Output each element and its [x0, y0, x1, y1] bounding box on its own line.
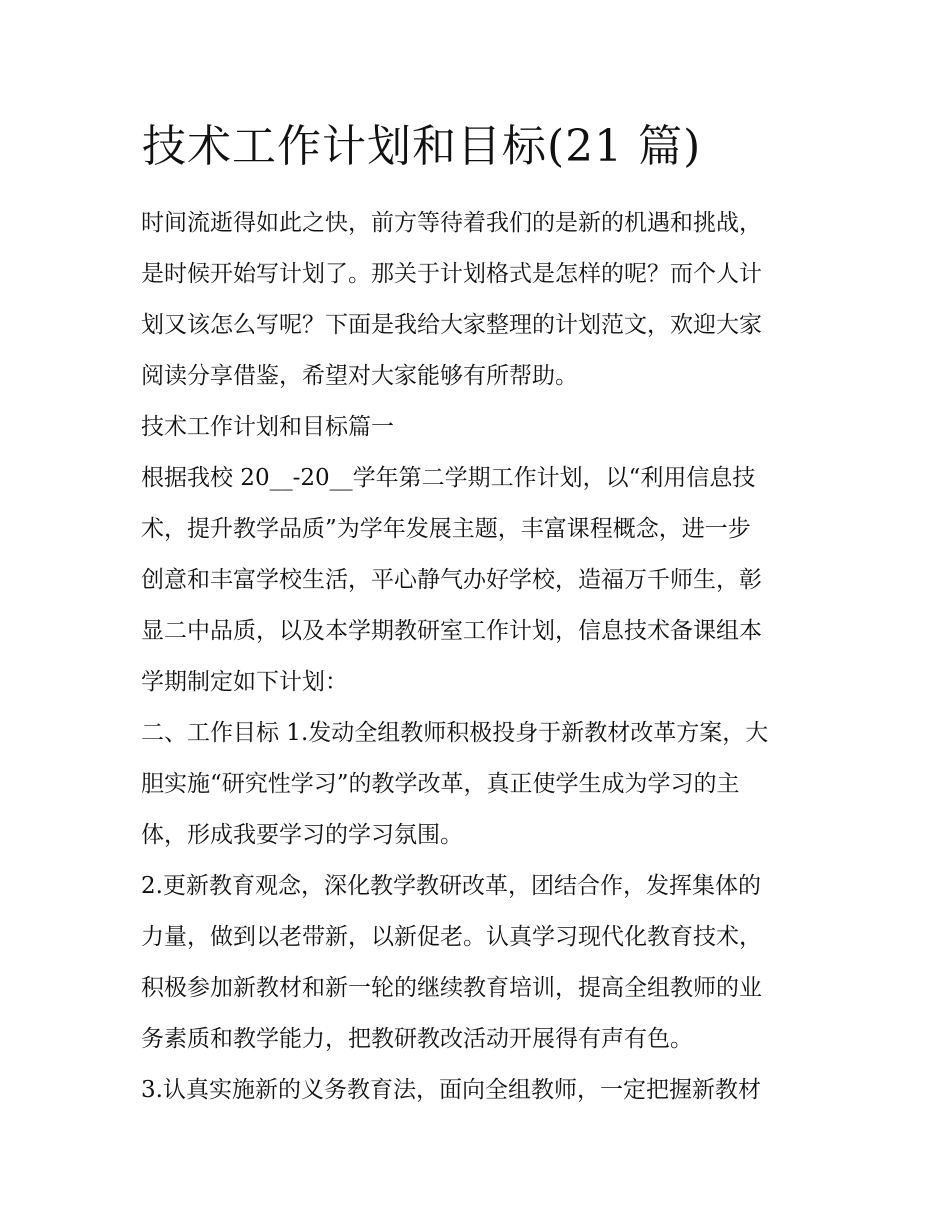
paragraph-goal-1 [141, 708, 821, 861]
text-line: 3.认真实施新的义务教育法，面向全组教师，一定把握新教材 [141, 1077, 761, 1103]
text-line: 二、工作目标 1.发动全组教师积极投身于新教材改革方案，大 [141, 720, 769, 746]
text-line: 显二中品质，以及本学期教研室工作计划，信息技术备课组本 [141, 618, 762, 644]
text-line: 划又该怎么写呢？下面是我给大家整理的计划范文，欢迎大家 [141, 312, 762, 338]
text-line: 时间流逝得如此之快，前方等待着我们的是新的机遇和挑战， [141, 210, 762, 236]
text-line: 学期制定如下计划： [141, 669, 348, 695]
text-line: 创意和丰富学校生活，平心静气办好学校，造福万千师生，彰 [141, 567, 762, 593]
text-line: 积极参加新教材和新一轮的继续教育培训，提高全组教师的业 [141, 975, 762, 1001]
section-heading [141, 402, 821, 453]
text-line: 阅读分享借鉴，希望对大家能够有所帮助。 [141, 363, 578, 389]
paragraph-intro [141, 198, 821, 402]
paragraph-plan-basis [141, 453, 821, 708]
paragraph-goal-2 [141, 861, 821, 1065]
text-line: 力量，做到以老带新，以新促老。认真学习现代化教育技术， [141, 924, 762, 950]
text-line: 胆实施“研究性学习”的教学改革，真正使学生成为学习的主 [141, 771, 740, 797]
text-line: 是时候开始写计划了。那关于计划格式是怎样的呢？而个人计 [141, 261, 762, 287]
text-line: 务素质和教学能力，把教研教改活动开展得有声有色。 [141, 1026, 693, 1052]
text-line: 技术工作计划和目标篇一 [141, 414, 394, 440]
paragraph-goal-3 [141, 1065, 821, 1116]
text-line: 体，形成我要学习的学习氛围。 [141, 822, 463, 848]
text-line: 2.更新教育观念，深化教学教研改革，团结合作，发挥集体的 [141, 873, 761, 899]
text-line: 术，提升教学品质”为学年发展主题，丰富课程概念，进一步 [141, 516, 751, 542]
document-title: 技术工作计划和目标(21 篇) [142, 121, 702, 172]
document-body [141, 198, 821, 1116]
text-line: 根据我校 20__-20__学年第二学期工作计划，以“利用信息技 [141, 465, 756, 491]
